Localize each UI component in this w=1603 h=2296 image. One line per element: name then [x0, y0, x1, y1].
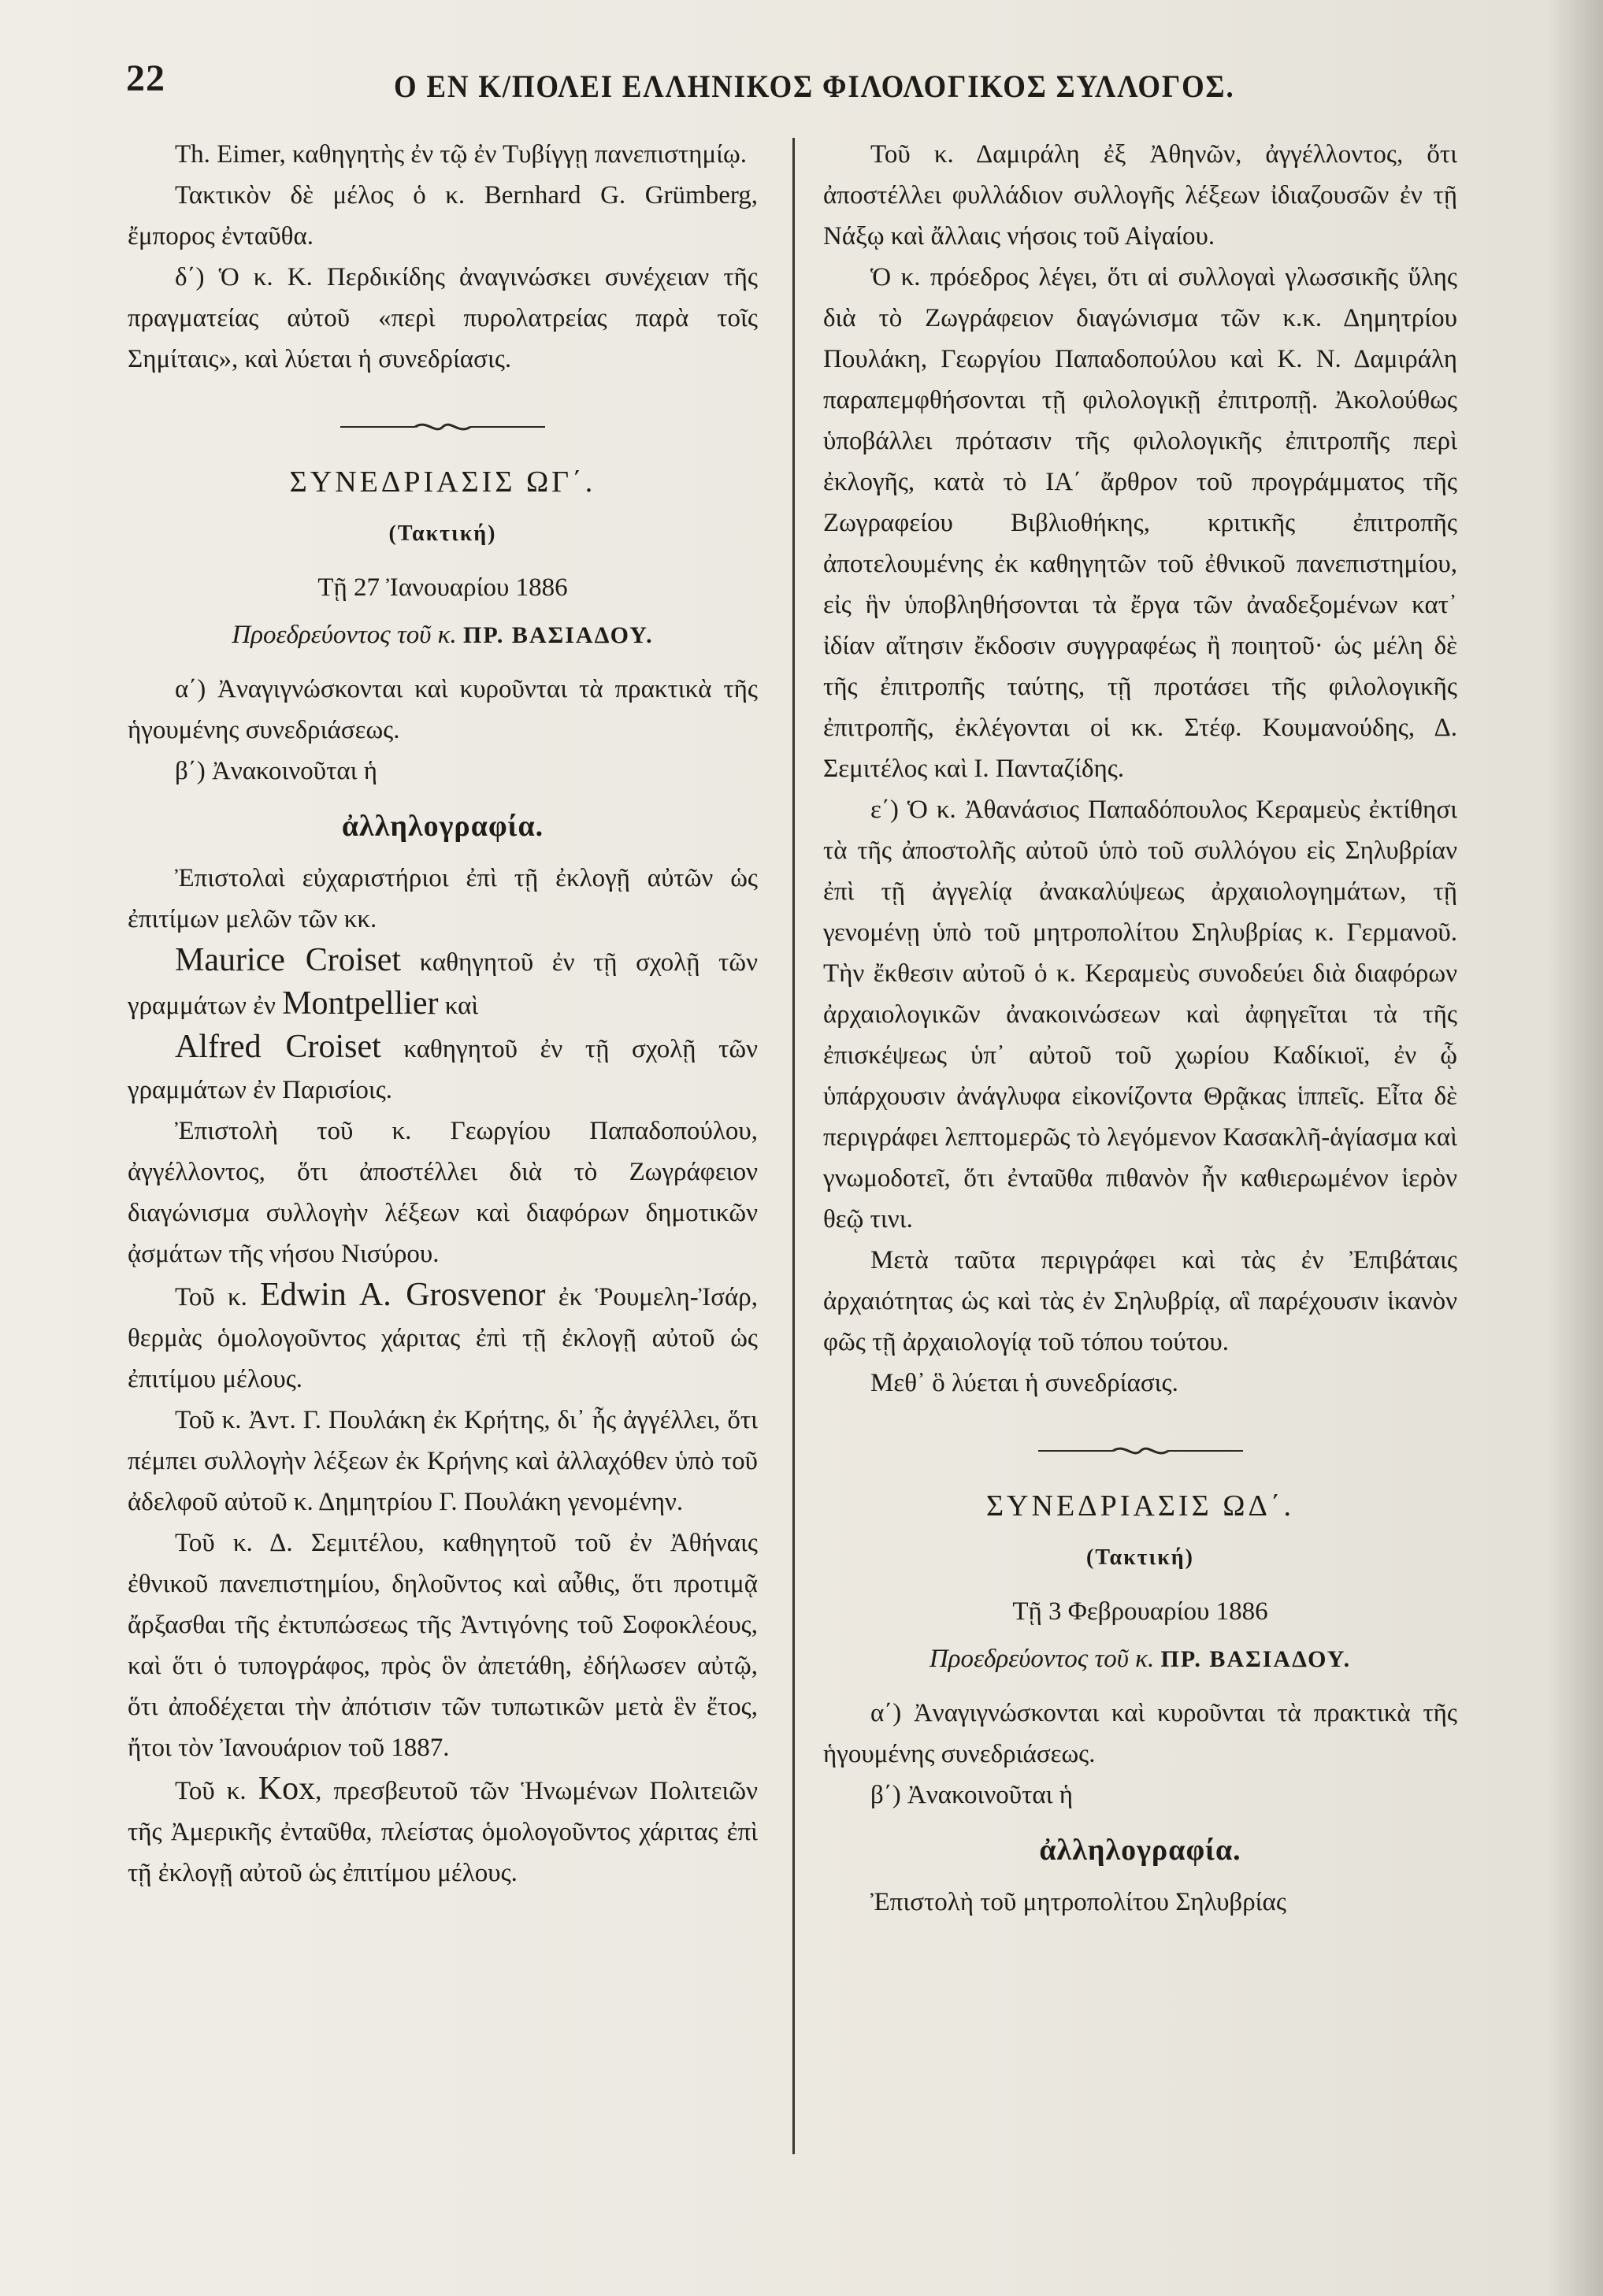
- session-type: (Τακτική): [1086, 1545, 1194, 1570]
- session-title: ΣΥΝΕΔΡΙΑΣΙΣ ΩΓ΄.: [289, 466, 596, 499]
- paragraph: Th. Eimer, καθηγητὴς ἐν τῷ ἐν Τυβίγγῃ πανεπιστημίῳ.: [175, 140, 747, 169]
- paragraph: Ἐπιστολὴ τοῦ μητροπολίτου Σηλυβρίας: [870, 1888, 1286, 1916]
- paragraph: Maurice Croiset καθηγητοῦ ἐν τῇ σχολῇ τῶν γραμμάτων ἐν Montpellier καὶ: [128, 942, 758, 1022]
- column-divider: [792, 138, 795, 2154]
- ornament-divider: [128, 408, 758, 427]
- paragraph: Τοῦ κ. Edwin A. Grosvenor ἐκ Ῥουμελη-Ἰσάρ, θερμὰς ὁμολογοῦντος χάριτας ἐπὶ τῇ ἐκλογῇ αὐτοῦ ὡς ἐπιτίμου μέλους.: [128, 1277, 759, 1393]
- correspondence-heading: ἀλληλογραφία.: [1039, 1834, 1241, 1867]
- paragraph: Τακτικὸν δὲ μέλος ὁ κ. Bernhard G. Grümberg, ἔμπορος ἐνταῦθα.: [128, 181, 758, 250]
- paragraph: Ὁ κ. πρόεδρος λέγει, ὅτι αἱ συλλογαὶ γλωσσικῆς ὕλης διὰ τὸ Ζωγράφειον διαγώνισμα τῶν κ.κ. Δημητρίου Πουλάκη, Γεωργίου Παπαδοπούλου καὶ Κ. Ν. Δαμιράλη παραπεμφθήσονται τῇ φιλολογικῇ ἐπιτροπῇ. Ἀκολούθως ὑποβάλλει πρότασιν τῆς φιλολογικῆς ἐπιτροπῆς περὶ ἐκλογῆς, κατὰ τὸ ΙΑ΄ ἄρθρον τοῦ προγράμματος τῆς Ζωγραφείου Βιβλιοθήκης, κριτικῆς ἐπιτροπῆς ἀποτελουμένης ἐκ καθηγητῶν τοῦ ἐθνικοῦ πανεπιστημίου, εἰς ἣν ὑποβληθήσονται τὰ ἔργα τῶν ἀναδεξομένων κατ᾽ ἰδίαν αἴτησιν ἔκδοσιν συγγραφέως ἢ ποιητοῦ· ὡς μέλη δὲ τῆς ἐπιτροπῆς ταύτης, τῇ προτάσει τῆς φιλολογικῆς ἐπιτροπῆς, ἐκλέγονται οἱ κκ. Στέφ. Κουμανούδης, Δ. Σεμιτέλος καὶ Ι. Πανταζίδης.: [823, 263, 1457, 783]
- session-date: Τῇ 27 Ἰανουαρίου 1886: [317, 573, 568, 602]
- paragraph: Ἐπιστολαὶ εὐχαριστήριοι ἐπὶ τῇ ἐκλογῇ αὐτῶν ὡς ἐπιτίμων μελῶν τῶν κκ.: [128, 864, 758, 933]
- session-date: Τῇ 3 Φεβρουαρίου 1886: [1012, 1597, 1268, 1626]
- presidency-line: Προεδρεύοντος τοῦ κ. ΠΡ. ΒΑΣΙΑΔΟΥ.: [929, 1645, 1352, 1673]
- page-binding-shadow: [1548, 0, 1603, 2296]
- paragraph: Τοῦ κ. Kox, πρεσβευτοῦ τῶν Ἡνωμένων Πολιτειῶν τῆς Ἀμερικῆς ἐνταῦθα, πλείστας ὁμολογοῦντος χάριτας ἐπὶ τῇ ἐκλογῇ αὐτοῦ ὡς ἐπιτίμου μέλους.: [128, 1771, 758, 1887]
- page-header: [126, 47, 1260, 118]
- running-title: Ο ΕΝ Κ/ΠΟΛΕΙ ΕΛΛΗΝΙΚΟΣ ΦΙΛΟΛΟΓΙΚΟΣ ΣΥΛΛΟΓΟΣ.: [394, 69, 1235, 104]
- paragraph: ε΄) Ὁ κ. Ἀθανάσιος Παπαδόπουλος Κεραμεὺς ἐκτίθησι τὰ τῆς ἀποστολῆς αὐτοῦ ὑπὸ τοῦ συλλόγου εἰς Σηλυβρίαν ἐπὶ τῇ ἀγγελίᾳ ἀνακαλύψεως ἀρχαιολογημάτων, τῇ γενομένῃ ὑπὸ τοῦ μητροπολίτου Σηλυβρίας κ. Γερμανοῦ. Τὴν ἔκθεσιν αὐτοῦ ὁ κ. Κεραμεὺς συνοδεύει διὰ διαφόρων ἀρχαιολογικῶν ἀνακοινώσεων καὶ ἀφηγεῖται τὰ τῆς ἐπισκέψεως ὑπ᾽ αὐτοῦ τοῦ χωρίου Καδίκιοϊ, ἐν ᾧ ὑπάρχουσιν ἀνάγλυφα εἰκονίζοντα Θρᾷκας ἱππεῖς. Εἶτα δὲ περιγράφει λεπτομερῶς τὸ λεγόμενον Κασακλῆ-ἁγίασμα καὶ γνωμοδοτεῖ, ὅτι ἐνταῦθα πιθανὸν ἦν καθιερωμένον ἱερὸν θεῷ τινι.: [823, 796, 1457, 1233]
- session-title: ΣΥΝΕΔΡΙΑΣΙΣ ΩΔ΄.: [985, 1489, 1295, 1523]
- left-column: [128, 134, 758, 1894]
- page-number: 22: [126, 57, 165, 99]
- presidency-line: Προεδρεύοντος τοῦ κ. ΠΡ. ΒΑΣΙΑΔΟΥ.: [232, 621, 654, 649]
- paragraph: Μεθ᾽ ὃ λύεται ἡ συνεδρίασις.: [870, 1369, 1178, 1397]
- paragraph: β΄) Ἀνακοινοῦται ἡ: [175, 757, 378, 785]
- paragraph: Alfred Croiset καθηγητοῦ ἐν τῇ σχολῇ τῶν γραμμάτων ἐν Παρισίοις.: [128, 1029, 758, 1104]
- correspondence-heading: ἀλληλογραφία.: [341, 810, 544, 843]
- paragraph: α΄) Ἀναγιγνώσκονται καὶ κυροῦνται τὰ πρακτικὰ τῆς ἡγουμένης συνεδριάσεως.: [128, 675, 758, 744]
- right-column: [823, 134, 1457, 1923]
- paragraph: Ἐπιστολὴ τοῦ κ. Γεωργίου Παπαδοπούλου, ἀγγέλλοντος, ὅτι ἀποστέλλει διὰ τὸ Ζωγράφειον διαγώνισμα συλλογὴν λέξεων καὶ διαφόρων δημοτικῶν ᾀσμάτων τῆς νήσου Νισύρου.: [128, 1117, 758, 1268]
- paragraph: Τοῦ κ. Ἀντ. Γ. Πουλάκη ἐκ Κρήτης, δι᾽ ἧς ἀγγέλλει, ὅτι πέμπει συλλογὴν λέξεων ἐκ Κρήνης καὶ ἀλλαχόθεν ὑπὸ τοῦ ἀδελφοῦ αὐτοῦ κ. Δημητρίου Γ. Πουλάκη γενομένην.: [128, 1406, 758, 1516]
- paragraph: β΄) Ἀνακοινοῦται ἡ: [870, 1781, 1074, 1809]
- paragraph: Μετὰ ταῦτα περιγράφει καὶ τὰς ἐν Ἐπιβάταις ἀρχαιότητας ὡς καὶ τὰς ἐν Σηλυβρίᾳ, αἳ παρέχουσιν ἱκανὸν φῶς τῇ ἀρχαιολογίᾳ τοῦ τόπου τούτου.: [823, 1246, 1457, 1356]
- paragraph: Τοῦ κ. Δ. Σεμιτέλου, καθηγητοῦ τοῦ ἐν Ἀθήναις ἐθνικοῦ πανεπιστημίου, δηλοῦντος καὶ αὖθις, ὅτι προτιμᾷ ἄρξασθαι τῆς ἐκτυπώσεως τῆς Ἀντιγόνης τοῦ Σοφοκλέους, καὶ ὅτι ὁ τυπογράφος, πρὸς ὃν ἀπετάθη, ἐδήλωσεν αὐτῷ, ὅτι ἀποδέχεται τὴν ἀπότισιν τῶν τυπωτικῶν μετὰ ἓν ἔτος, ἤτοι τὸν Ἰανουάριον τοῦ 1887.: [128, 1529, 758, 1762]
- paragraph: δ΄) Ὁ κ. Κ. Περδικίδης ἀναγινώσκει συνέχειαν τῆς πραγματείας αὐτοῦ «περὶ πυρολατρείας παρὰ τοῖς Σημίταις», καὶ λύεται ἡ συνεδρίασις.: [128, 263, 758, 373]
- ornament-divider: [823, 1432, 1457, 1451]
- paragraph: Τοῦ κ. Δαμιράλη ἐξ Ἀθηνῶν, ἀγγέλλοντος, ὅτι ἀποστέλλει φυλλάδιον συλλογῆς λέξεων ἰδιαζουσῶν ἐν τῇ Νάξῳ καὶ ἄλλαις νήσοις τοῦ Αἰγαίου.: [823, 140, 1457, 250]
- paragraph: α΄) Ἀναγιγνώσκονται καὶ κυροῦνται τὰ πρακτικὰ τῆς ἡγουμένης συνεδριάσεως.: [823, 1699, 1457, 1768]
- session-type: (Τακτική): [388, 521, 497, 546]
